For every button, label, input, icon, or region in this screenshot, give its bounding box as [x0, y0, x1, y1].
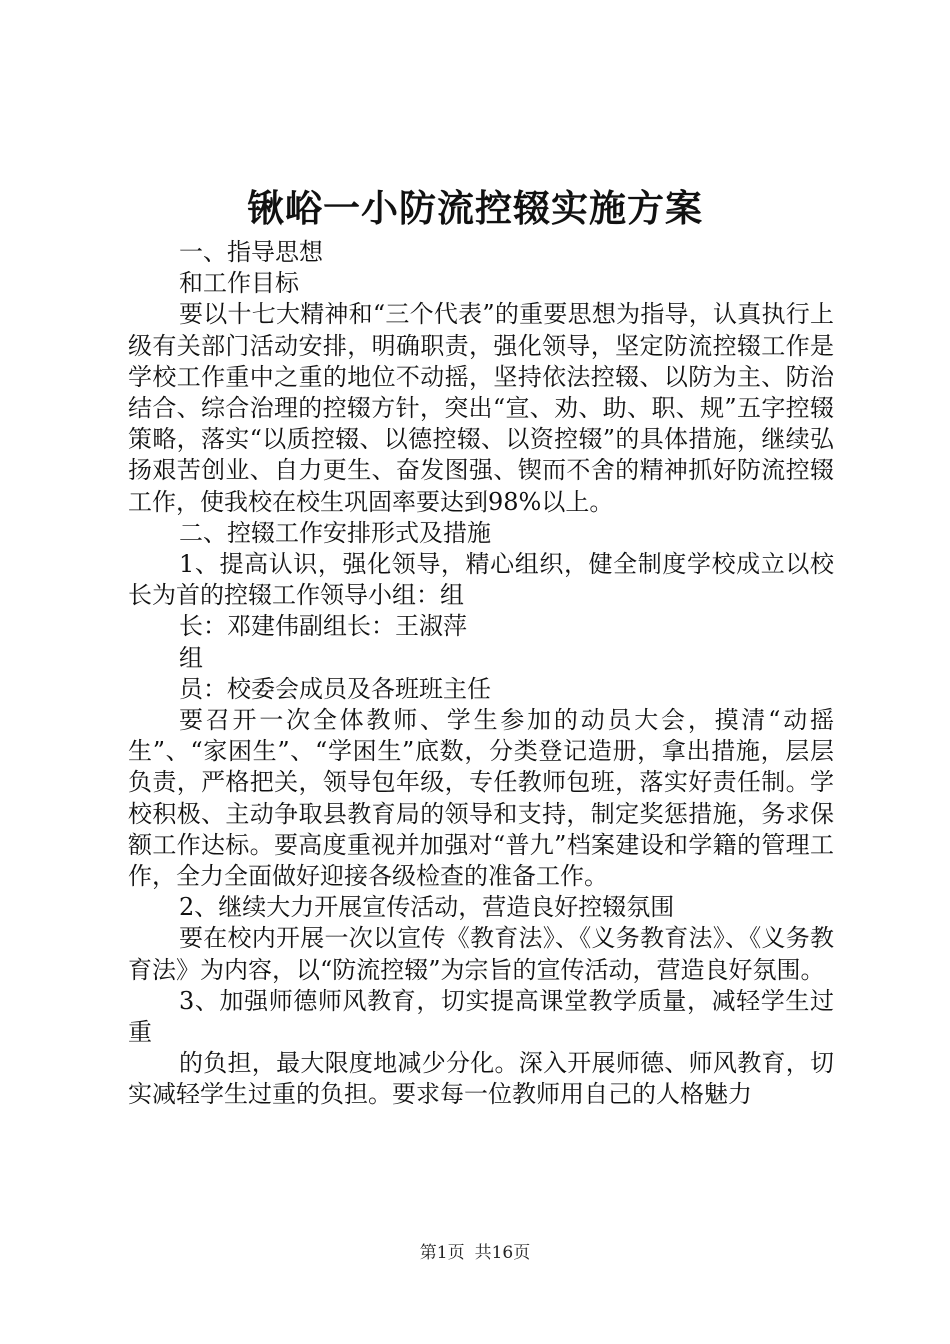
paragraph-item-1: 1、提高认识，强化领导，精心组织，健全制度学校成立以校长为首的控辍工作领导小组：组: [128, 550, 834, 610]
page-number: 第1页: [419, 1243, 465, 1263]
paragraph-mobilization: 要召开一次全体教师、学生参加的动员大会，摸清“动摇生”、“家困生”、“学困生”底数，分类登记造册，拿出措施，层层负责，严格把关，领导包年级，专任教师包班，落实好责任制。学校积极、主动争取县教育局的领导和支持，制定奖惩措施，务求保额工作达标。要高度重视并加强对“普九”档案建设和学籍的管理工作，全力全面做好迎接各级检查的准备工作。: [128, 706, 834, 891]
paragraph-member-line: 员：校委会成员及各班班主任: [179, 674, 491, 703]
document-title: 锹峪一小防流控辍实施方案: [247, 186, 703, 230]
paragraph-item-2: 2、继续大力开展宣传活动，营造良好控辍氛围: [179, 893, 675, 922]
paragraph-leader-line: 长：邓建伟副组长：王淑萍: [179, 612, 467, 641]
page-footer: [0, 1241, 950, 1265]
paragraph-teacher-ethics: 的负担，最大限度地减少分化。深入开展师德、师风教育，切实减轻学生过重的负担。要求每一位教师用自己的人格魅力: [128, 1049, 834, 1109]
section-heading-1: 一、指导思想: [179, 238, 323, 266]
page-total: 共16页: [474, 1243, 531, 1263]
paragraph-item-3: 3、加强师德师风教育，切实提高课堂教学质量，减轻学生过重: [128, 986, 834, 1047]
document-body: [128, 237, 834, 1111]
section-heading-2: 二、控辍工作安排形式及措施: [179, 518, 491, 547]
section-heading-1-cont: 和工作目标: [179, 269, 299, 298]
paragraph-member-label: 组: [179, 643, 203, 672]
paragraph-guiding-principle: 要以十七大精神和“三个代表”的重要思想为指导，认真执行上级有关部门活动安排，明确职责，强化领导，坚定防流控辍工作是学校工作重中之重的地位不动摇，坚持依法控辍、以防为主、防治结合、综合治理的控辍方针，突出“宣、劝、助、职、规”五字控辍策略，落实“以质控辍、以德控辍、以资控辍”的具体措施，继续弘扬艰苦创业、自力更生、奋发图强、锲而不舍的精神抓好防流控辍工作，使我校在校生巩固率要达到98%以上。: [128, 300, 834, 516]
paragraph-publicity: 要在校内开展一次以宣传《教育法》、《义务教育法》、《义务教育法》为内容，以“防流控辍”为宗旨的宣传活动，营造良好氛围。: [128, 924, 834, 984]
